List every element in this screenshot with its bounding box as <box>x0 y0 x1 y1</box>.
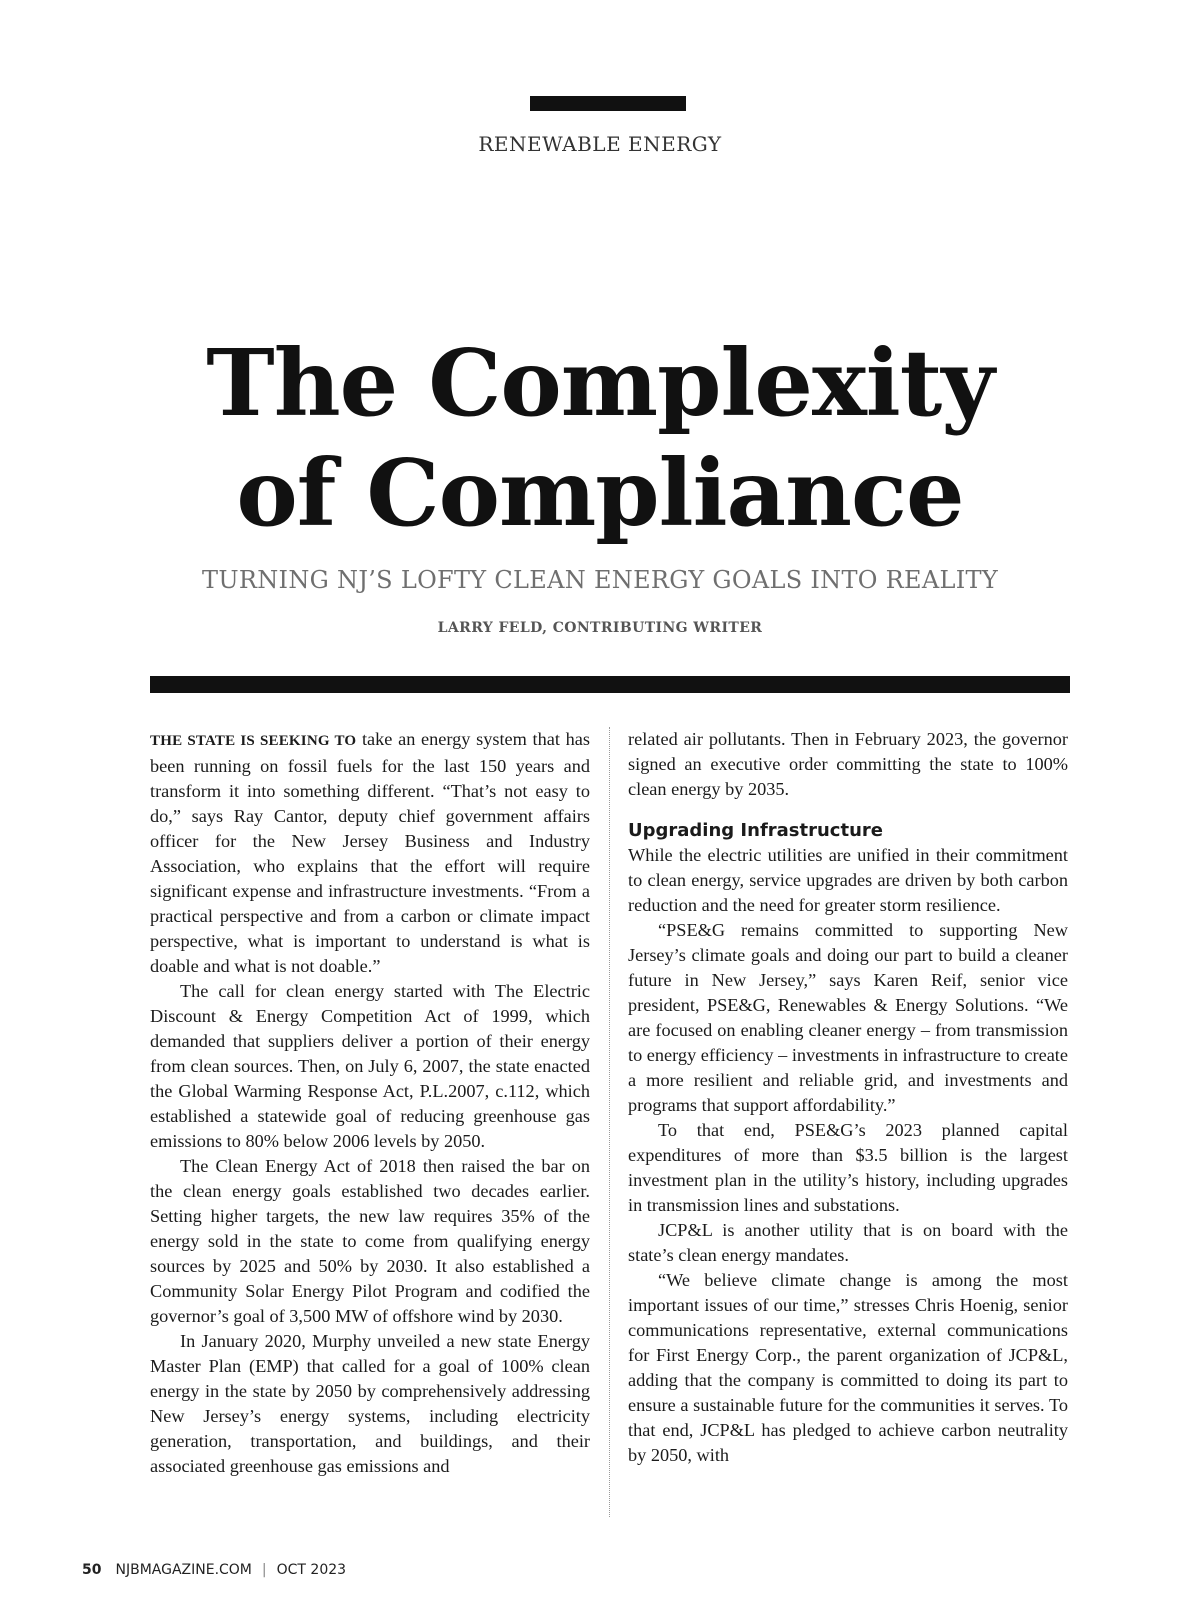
body-paragraph-6: While the electric utilities are unified in their commitment to clean energy, service upgrades are driven by both carbon reduction and the need for greater storm resilience. <box>628 845 1068 915</box>
body-paragraph-3: The Clean Energy Act of 2018 then raised the bar on the clean energy goals established two decades earlier. Setting higher targets, the new law requires 35% of the energy sold in the state to come from qualifying energy sources by 2025 and 50% by 2030. It also established a Community Solar Energy Pilot Program and codified the governor’s goal of 3,500 MW of offshore wind by 2030. <box>150 1156 590 1326</box>
article-byline: LARRY FELD, CONTRIBUTING WRITER <box>437 620 763 636</box>
column-divider <box>609 727 610 1517</box>
body-paragraph-5: related air pollutants. Then in February 2023, the governor signed an executive order committing the state to 100% clean energy by 2035. <box>628 729 1068 799</box>
body-column-left <box>150 727 590 1479</box>
paragraph-text: take an energy system that has been running on fossil fuels for the last 150 years and transform it into something different. “That’s not easy to do,” says Ray Cantor, deputy chief government affairs officer for the New Jersey Business and Industry Association, who explains that the effort will require significant expense and infrastructure investments. “From a practical perspective and from a carbon or climate impact perspective, what is important to understand is what is doable and what is not doable.” <box>150 729 590 976</box>
section-label: RENEWABLE ENERGY <box>478 132 722 156</box>
body-paragraph-8: To that end, PSE&G’s 2023 planned capital expenditures of more than $3.5 billion is the largest investment plan in the utility’s history, including upgrades in transmission lines and substations. <box>628 1120 1068 1215</box>
page-number: 50 <box>82 1562 102 1578</box>
section-accent-bar <box>530 96 686 111</box>
body-paragraph-9: JCP&L is another utility that is on board with the state’s clean energy mandates. <box>628 1220 1068 1265</box>
footer-issue: OCT 2023 <box>276 1562 347 1578</box>
body-paragraph-10: “We believe climate change is among the most important issues of our time,” stresses Chris Hoenig, senior communications representative, external communications for First Energy Corp., the parent organization of JCP&L, adding that the company is committed to doing its part to ensure a sustainable future for the communities it serves. To that end, JCP&L has pledged to achieve carbon neutrality by 2050, with <box>628 1270 1068 1465</box>
body-paragraph-7: “PSE&G remains committed to supporting New Jersey’s climate goals and doing our part to build a cleaner future in New Jersey,” says Karen Reif, senior vice president, PSE&G, Renewables & Energy Solutions. “We are focused on enabling cleaner energy – from transmission to energy efficiency – investments in infrastructure to create a more resilient and reliable grid, and investments and programs that support affordability.” <box>628 920 1068 1115</box>
lead-in: THE STATE IS SEEKING TO <box>150 733 357 749</box>
title-line-2: of Compliance <box>236 439 964 547</box>
body-paragraph-1 <box>150 727 590 979</box>
body-column-right <box>628 727 1068 1468</box>
body-paragraph-4: In January 2020, Murphy unveiled a new state Energy Master Plan (EMP) that called for a goal of 100% clean energy in the state by 2050 by comprehensively addressing New Jersey’s energy systems, including electricity generation, transportation, and buildings, and their associated greenhouse gas emissions and <box>150 1331 590 1476</box>
footer-site: NJBMAGAZINE.COM <box>115 1562 252 1578</box>
subhead: Upgrading Infrastructure <box>628 820 883 841</box>
header-rule <box>150 676 1070 693</box>
article-subtitle: TURNING NJ’S LOFTY CLEAN ENERGY GOALS INTO REALITY <box>202 566 998 594</box>
footer-separator: | <box>261 1562 267 1578</box>
body-paragraph-2: The call for clean energy started with The Electric Discount & Energy Competition Act of 1999, which demanded that suppliers deliver a portion of their energy from clean sources. Then, on July 6, 2007, the state enacted the Global Warming Response Act, P.L.2007, c.112, which established a statewide goal of reducing greenhouse gas emissions to 80% below 2006 levels by 2050. <box>150 981 590 1151</box>
title-line-1: The Complexity <box>206 329 994 437</box>
page-footer <box>82 1562 346 1578</box>
article-title <box>0 328 1200 548</box>
